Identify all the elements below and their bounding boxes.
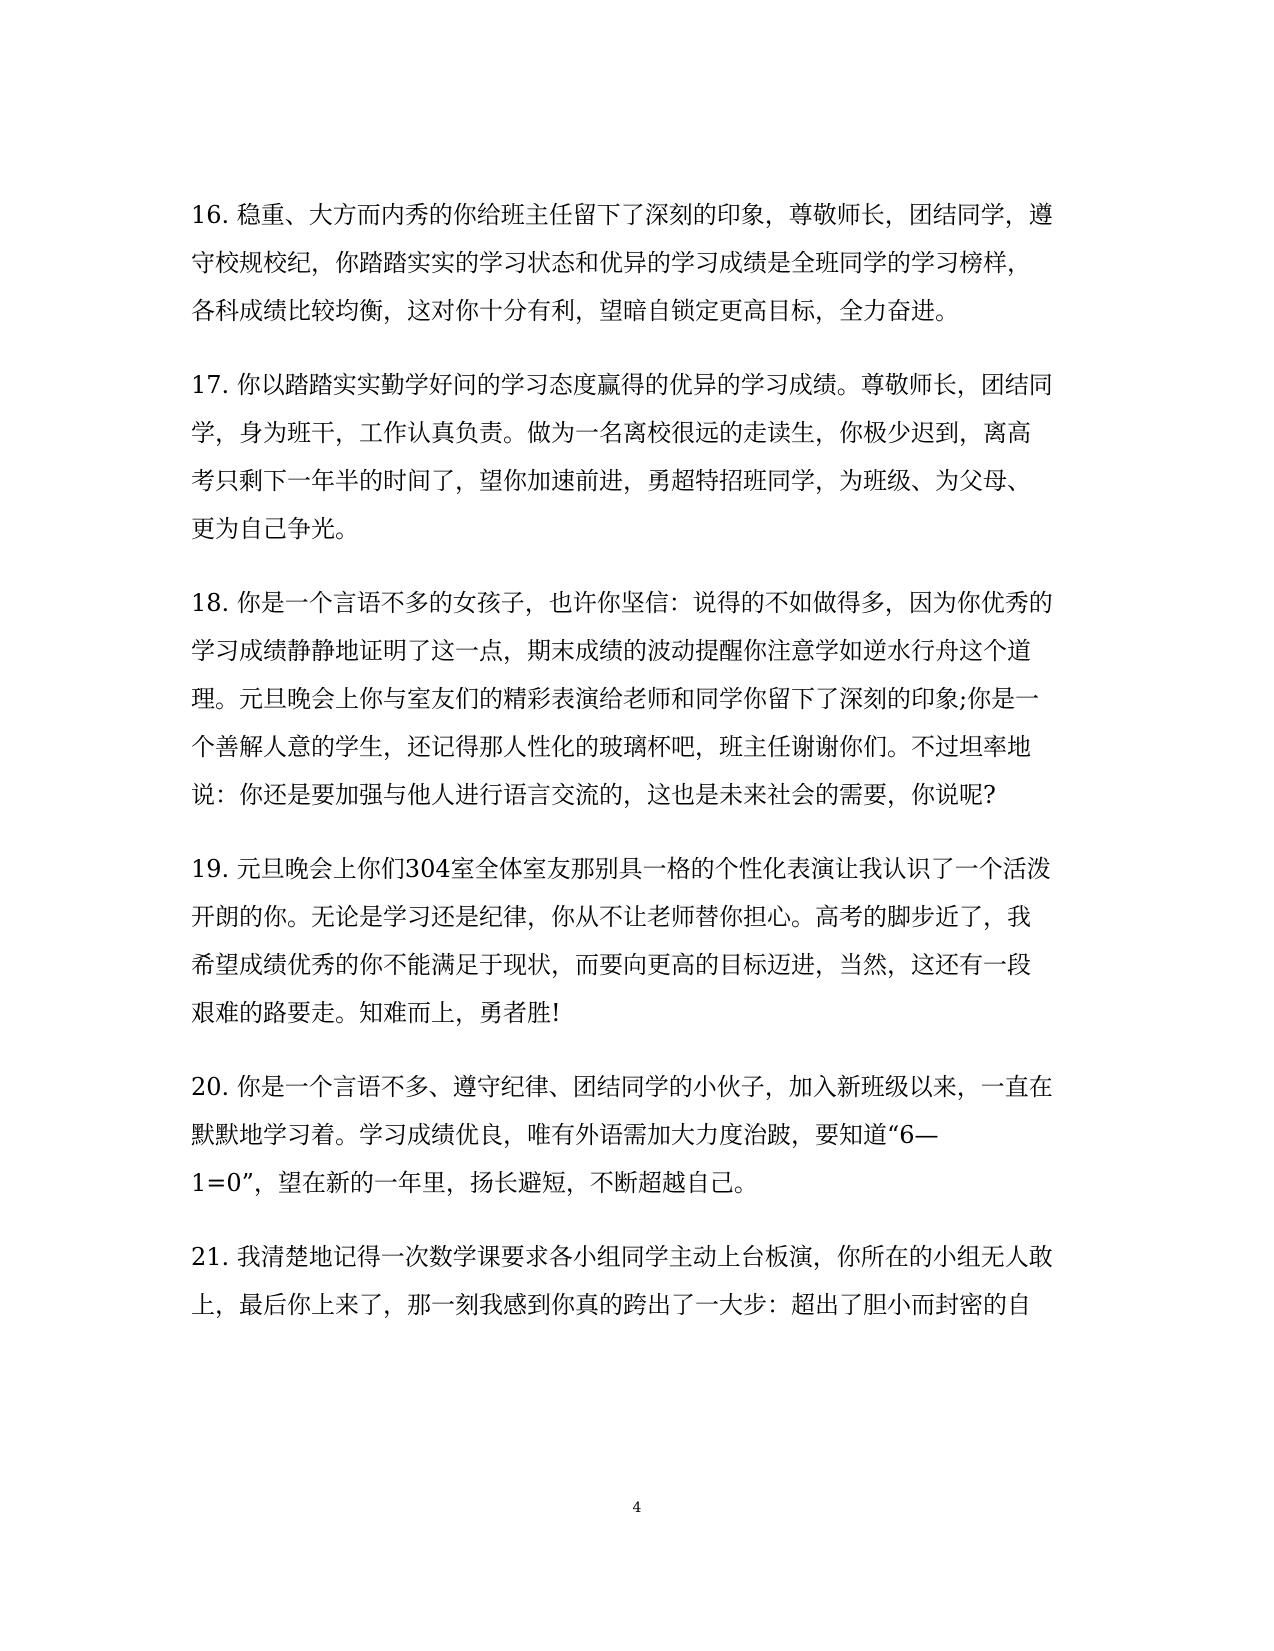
paragraph-18 (191, 591, 1081, 807)
text-line: 理。元旦晚会上你与室友们的精彩表演给老师和同学你留下了深刻的印象;你是一 (191, 685, 1040, 713)
document-body (191, 203, 1081, 1367)
text-line: 19. 元旦晚会上你们304室全体室友那别具一格的个性化表演让我认识了一个活泼 (191, 855, 1051, 883)
text-line: 18. 你是一个言语不多的女孩子，也许你坚信：说得的不如做得多，因为你优秀的 (191, 589, 1053, 617)
paragraph-21 (191, 1245, 1081, 1317)
text-line: 学习成绩静静地证明了这一点，期末成绩的波动提醒你注意学如逆水行舟这个道 (191, 637, 1031, 665)
paragraph-16 (191, 203, 1081, 323)
text-line: 更为自己争光。 (191, 515, 359, 543)
paragraph-20 (191, 1075, 1081, 1195)
text-line: 说：你还是要加强与他人进行语言交流的，这也是未来社会的需要，你说呢? (191, 781, 996, 809)
text-line: 20. 你是一个言语不多、遵守纪律、团结同学的小伙子，加入新班级以来，一直在 (191, 1073, 1053, 1101)
text-line: 学，身为班干，工作认真负责。做为一名离校很远的走读生，你极少迟到，离高 (191, 419, 1031, 447)
text-line: 16. 稳重、大方而内秀的你给班主任留下了深刻的印象，尊敬师长，团结同学，遵 (191, 201, 1053, 229)
text-line: 守校规校纪，你踏踏实实的学习状态和优异的学习成绩是全班同学的学习榜样， (191, 249, 1031, 277)
text-line: 上，最后你上来了，那一刻我感到你真的跨出了一大步：超出了胆小而封密的自 (191, 1291, 1031, 1319)
page-number: 4 (632, 1500, 642, 1516)
text-line: 开朗的你。无论是学习还是纪律，你从不让老师替你担心。高考的脚步近了，我 (191, 903, 1031, 931)
text-line: 默默地学习着。学习成绩优良，唯有外语需加大力度治跛，要知道“6— (191, 1121, 939, 1149)
text-line: 个善解人意的学生，还记得那人性化的玻璃杯吧，班主任谢谢你们。不过坦率地 (191, 733, 1031, 761)
text-line: 17. 你以踏踏实实勤学好问的学习态度赢得的优异的学习成绩。尊敬师长，团结同 (191, 371, 1053, 399)
paragraph-19 (191, 857, 1081, 1025)
text-line: 考只剩下一年半的时间了，望你加速前进，勇超特招班同学，为班级、为父母、 (191, 467, 1031, 495)
text-line: 希望成绩优秀的你不能满足于现状，而要向更高的目标迈进，当然，这还有一段 (191, 951, 1031, 979)
paragraph-17 (191, 373, 1081, 541)
text-line: 艰难的路要走。知难而上，勇者胜! (191, 999, 561, 1027)
text-line: 21. 我清楚地记得一次数学课要求各小组同学主动上台板演，你所在的小组无人敢 (191, 1243, 1053, 1271)
text-line: 1=0”，望在新的一年里，扬长避短，不断超越自己。 (191, 1169, 758, 1197)
text-line: 各科成绩比较均衡，这对你十分有利，望暗自锁定更高目标，全力奋进。 (191, 297, 959, 325)
